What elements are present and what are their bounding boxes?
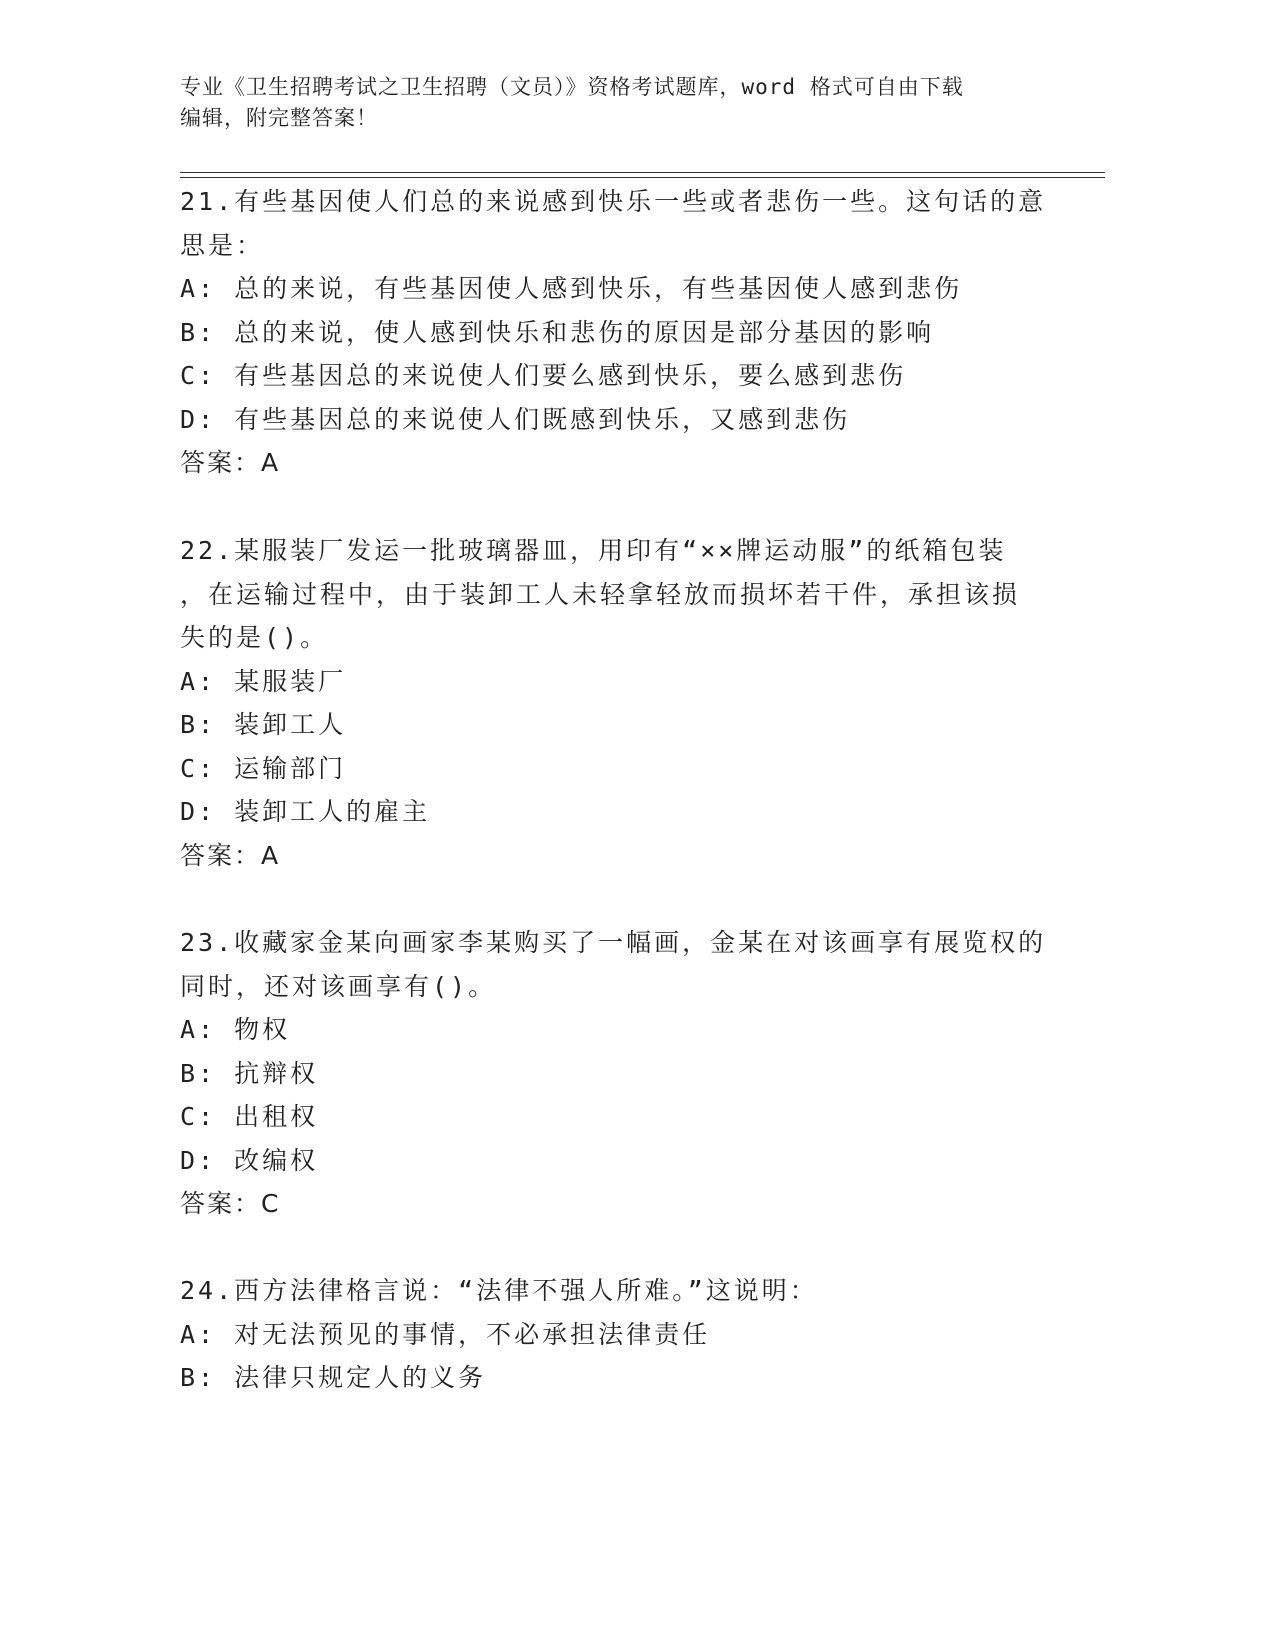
- answer-line: 答案：A: [180, 448, 281, 477]
- option-a: A: 对无法预见的事情，不必承担法律责任: [180, 1319, 711, 1349]
- option-b: B: 法律只规定人的义务: [180, 1363, 487, 1392]
- question-23: [180, 921, 1047, 1226]
- question-text-line: 失的是()。: [180, 623, 329, 652]
- question-text-line: 23.收藏家金某向画家李某购买了一幅画，金某在对该画享有展览权的: [180, 928, 1047, 957]
- option-b: B: 装卸工人: [180, 710, 347, 739]
- question-24: [180, 1269, 1040, 1400]
- option-c: C: 有些基因总的来说使人们要么感到快乐，要么感到悲伤: [180, 361, 907, 390]
- question-text-line: 思是：: [180, 230, 265, 260]
- option-b: B: 总的来说，使人感到快乐和悲伤的原因是部分基因的影响: [180, 317, 935, 347]
- option-a: A: 某服装厂: [180, 666, 347, 696]
- header-line-2: 编辑，附完整答案！: [180, 106, 378, 130]
- option-b: B: 抗辩权: [180, 1058, 319, 1088]
- header-divider-top: [180, 172, 1105, 173]
- answer-line: 答案：C: [180, 1189, 281, 1218]
- option-c: C: 出租权: [180, 1102, 319, 1131]
- question-text-line: 同时，还对该画享有()。: [180, 971, 497, 1001]
- header-line-1: 专业《卫生招聘考试之卫生招聘（文员）》资格考试题库，word 格式可自由下载: [180, 75, 964, 99]
- option-d: D: 装卸工人的雇主: [180, 797, 431, 826]
- question-22: [180, 529, 1040, 877]
- option-d: D: 改编权: [180, 1145, 319, 1175]
- header-divider-bottom: [180, 177, 1105, 178]
- option-a: A: 物权: [180, 1015, 291, 1044]
- question-text-line: ，在运输过程中，由于装卸工人未轻拿轻放而损坏若干件，承担该损: [180, 579, 1021, 609]
- question-text-line: 21.有些基因使人们总的来说感到快乐一些或者悲伤一些。这句话的意: [180, 187, 1047, 216]
- question-text-line: 24.西方法律格言说：“法律不强人所难。”这说明：: [180, 1276, 818, 1305]
- document-header: [180, 72, 1040, 134]
- option-d: D: 有些基因总的来说使人们既感到快乐，又感到悲伤: [180, 404, 851, 434]
- question-text-line: 22.某服装厂发运一批玻璃器皿，用印有“××牌运动服”的纸箱包装: [180, 536, 1007, 565]
- answer-line: 答案：A: [180, 840, 281, 870]
- option-a: A: 总的来说，有些基因使人感到快乐，有些基因使人感到悲伤: [180, 274, 963, 303]
- option-c: C: 运输部门: [180, 753, 347, 783]
- question-21: [180, 180, 1047, 485]
